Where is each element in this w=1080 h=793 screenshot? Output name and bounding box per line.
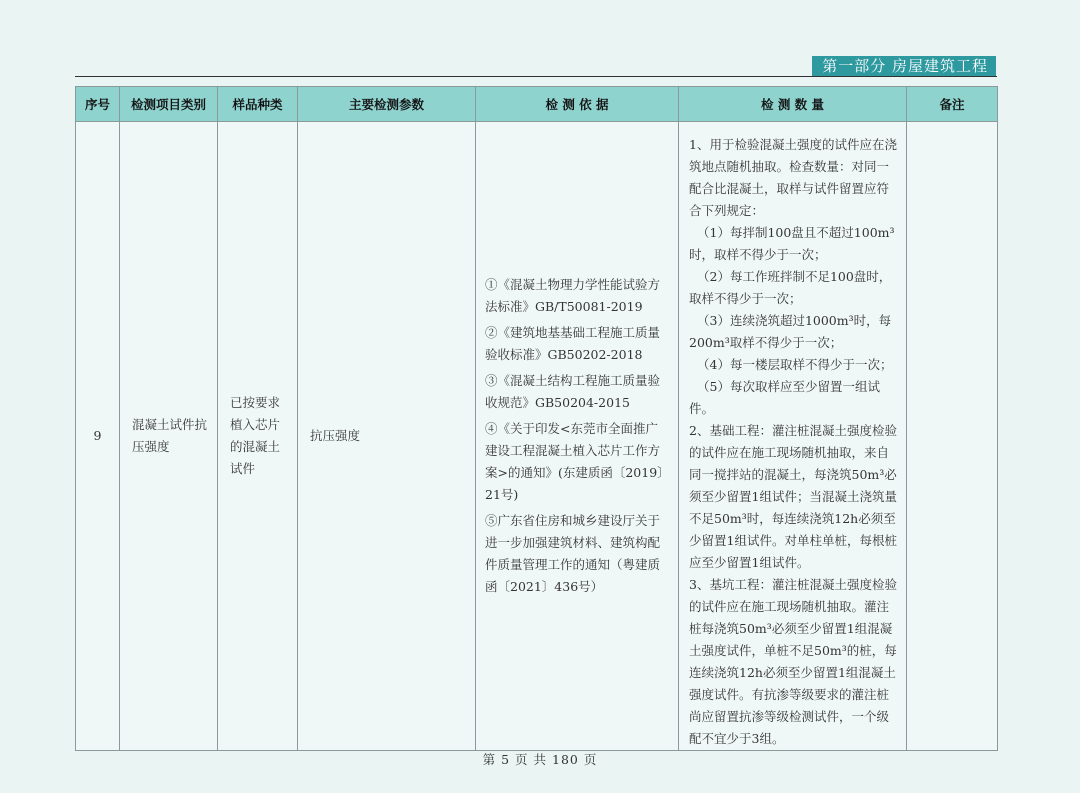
header-quantity: 检 测 数 量 — [679, 87, 907, 122]
quantity-item: 1、用于检验混凝土强度的试件应在浇筑地点随机抽取。检查数量：对同一配合比混凝土，取样与试件留置应符合下列规定： — [689, 137, 897, 218]
cell-no: 9 — [76, 122, 120, 751]
basis-item: ⑤广东省住房和城乡建设厅关于进一步加强建筑材料、建筑构配件质量管理工作的通知（粤建质函〔2021〕436号） — [485, 513, 661, 594]
header-basis: 检 测 依 据 — [476, 87, 679, 122]
quantity-item: （2）每工作班拌制不足100盘时，取样不得少于一次； — [689, 269, 892, 306]
header-remarks: 备注 — [907, 87, 998, 122]
section-tag: 第一部分 房屋建筑工程 — [812, 56, 996, 76]
header-parameter: 主要检测参数 — [298, 87, 476, 122]
quantity-item: （4）每一楼层取样不得少于一次； — [697, 357, 893, 372]
cell-basis — [476, 122, 679, 751]
cell-quantity — [679, 122, 907, 751]
cell-sample: 已按要求植入芯片的混凝土试件 — [218, 122, 298, 751]
basis-item: ②《建筑地基基础工程施工质量验收标准》GB50202-2018 — [485, 325, 661, 362]
quantity-item: （1）每拌制100盘且不超过100m³时，取样不得少于一次； — [689, 225, 895, 262]
header-sample: 样品种类 — [218, 87, 298, 122]
basis-item: ③《混凝土结构工程施工质量验收规范》GB50204-2015 — [485, 373, 661, 410]
quantity-item: （3）连续浇筑超过1000m³时，每200m³取样不得少于一次； — [689, 313, 892, 350]
table-row — [76, 122, 998, 751]
header-rule — [75, 76, 997, 77]
quantity-item: 2、基础工程：灌注桩混凝土强度检验的试件应在施工现场随机抽取，来自同一搅拌站的混凝土，每浇筑50m³必须至少留置1组试件；当混凝土浇筑量不足50m³时，每连续浇筑12h必须至少留置1组试件。对单柱单桩，每根桩应至少留置1组试件。 — [689, 423, 897, 570]
page-number: 第 5 页 共 180 页 — [482, 752, 598, 767]
cell-remarks — [907, 122, 998, 751]
cell-category: 混凝土试件抗压强度 — [120, 122, 218, 751]
cell-parameter: 抗压强度 — [298, 122, 476, 751]
table-header-row — [76, 87, 998, 122]
basis-item: ①《混凝土物理力学性能试验方法标准》GB/T50081-2019 — [485, 277, 661, 314]
quantity-item: 3、基坑工程：灌注桩混凝土强度检验的试件应在施工现场随机抽取。灌注桩每浇筑50m³必须至少留置1组混凝土强度试件，单桩不足50m³的桩，每连续浇筑12h必须至少留置1组混凝土强度试件。有抗渗等级要求的灌注桩尚应留置抗渗等级检测试件，一个级配不宜少于3组。 — [689, 577, 897, 746]
basis-item: ④《关于印发<东莞市全面推广建设工程混凝土植入芯片工作方案>的通知》(东建质函〔2019〕21号) — [485, 421, 670, 502]
inspection-table — [75, 86, 998, 751]
quantity-item: （5）每次取样应至少留置一组试件。 — [689, 379, 880, 416]
header-no: 序号 — [76, 87, 120, 122]
header-category: 检测项目类别 — [120, 87, 218, 122]
